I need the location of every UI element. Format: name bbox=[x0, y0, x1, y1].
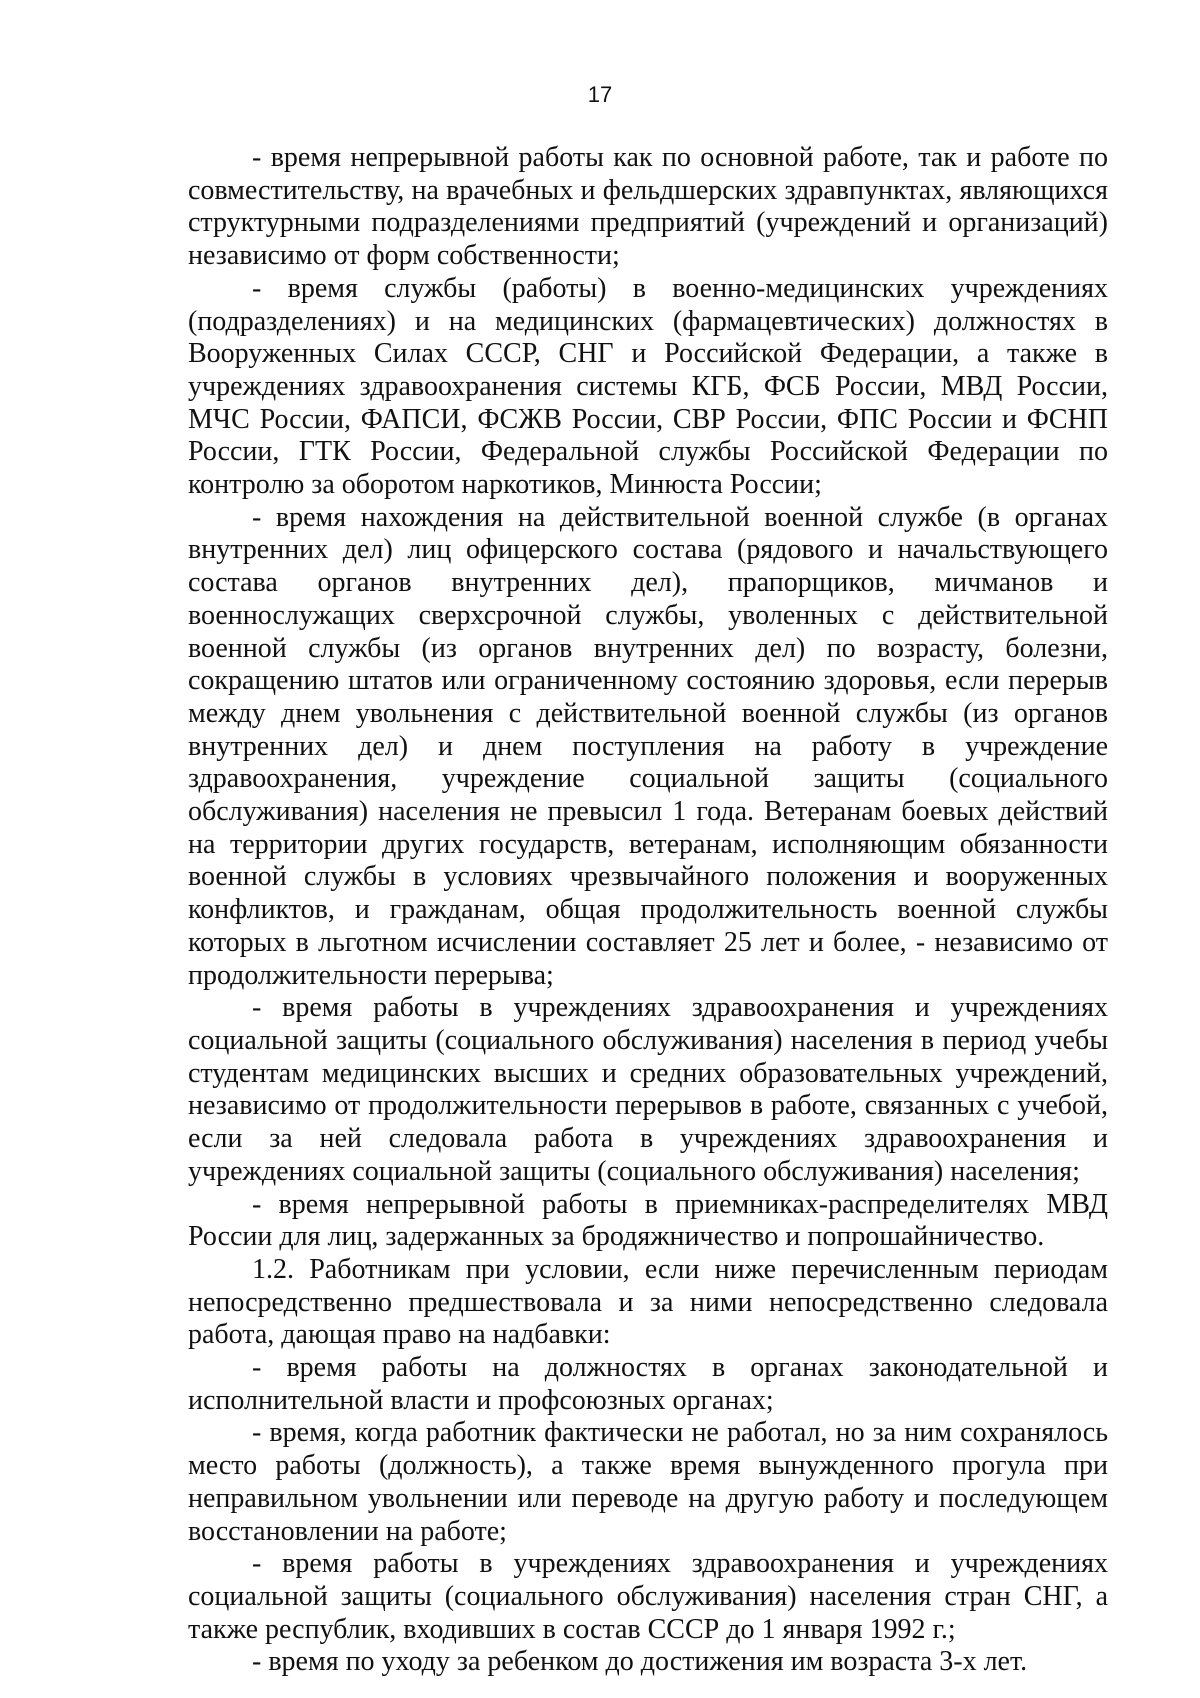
paragraph-5: - время непрерывной работы в приемниках-распределителях МВД России для лиц, задержанных за бродяжничество и попрошайничество. bbox=[188, 1188, 1108, 1253]
paragraph-1: - время непрерывной работы как по основной работе, так и работе по совместительству, на врачебных и фельдшерских здравпунктах, являющихся структурными подразделениями предприятий (учреждений и организаций) независимо от форм собственности; bbox=[188, 142, 1108, 272]
paragraph-2: - время службы (работы) в военно-медицинских учреждениях (подразделениях) и на медицинских (фармацевтических) должностях в Вооруженных Силах СССР, СНГ и Российской Федерации, а также в учреждениях здравоохранения системы КГБ, ФСБ России, МВД России, МЧС России, ФАПСИ, ФСЖВ России, СВР России, ФПС России и ФСНП России, ГТК России, Федеральной службы Российской Федерации по контролю за оборотом наркотиков, Минюста России; bbox=[188, 272, 1108, 501]
paragraph-4: - время работы в учреждениях здравоохранения и учреждениях социальной защиты (социального обслуживания) населения в период учебы студентам медицинских высших и средних образовательных учреждений, независимо от продолжительности перерывов в работе, связанных с учебой, если за ней следовала работа в учреждениях здравоохранения и учреждениях социальной защиты (социального обслуживания) населения; bbox=[188, 992, 1108, 1187]
paragraph-7: - время работы на должностях в органах законодательной и исполнительной власти и профсоюзных органах; bbox=[188, 1352, 1108, 1416]
paragraph-9: - время работы в учреждениях здравоохранения и учреждениях социальной защиты (социального обслуживания) населения стран СНГ, а также республик, входивших в состав СССР до 1 января 1992 г.; bbox=[188, 1548, 1108, 1645]
document-body bbox=[188, 142, 1108, 1679]
paragraph-6: 1.2. Работникам при условии, если ниже перечисленным периодам непосредственно предшествовала и за ними непосредственно следовала работа, дающая право на надбавки: bbox=[188, 1253, 1108, 1351]
paragraph-10: - время по уходу за ребенком до достижения им возраста 3-х лет. bbox=[252, 1646, 1028, 1678]
paragraph-3: - время нахождения на действительной военной службе (в органах внутренних дел) лиц офицерского состава (рядового и начальствующего состава органов внутренних дел), прапорщиков, мичманов и военнослужащих сверхсрочной службы, уволенных с действительной военной службы (из органов внутренних дел) по возрасту, болезни, сокращению штатов или ограниченному состоянию здоровья, если перерыв между днем увольнения с действительной военной службы (из органов внутренних дел) и днем поступления на работу в учреждение здравоохранения, учреждение социальной защиты (социального обслуживания) населения не превысил 1 года. Ветеранам боевых действий на территории других государств, ветеранам, исполняющим обязанности военной службы в условиях чрезвычайного положения и вооруженных конфликтов, и гражданам, общая продолжительность военной службы которых в льготном исчислении составляет 25 лет и более, - независимо от продолжительности перерыва; bbox=[188, 501, 1108, 991]
page-number: 17 bbox=[587, 82, 613, 107]
paragraph-8: - время, когда работник фактически не работал, но за ним сохранялось место работы (должность), а также время вынужденного прогула при неправильном увольнении или переводе на другую работу и последующем восстановлении на работе; bbox=[188, 1417, 1108, 1547]
